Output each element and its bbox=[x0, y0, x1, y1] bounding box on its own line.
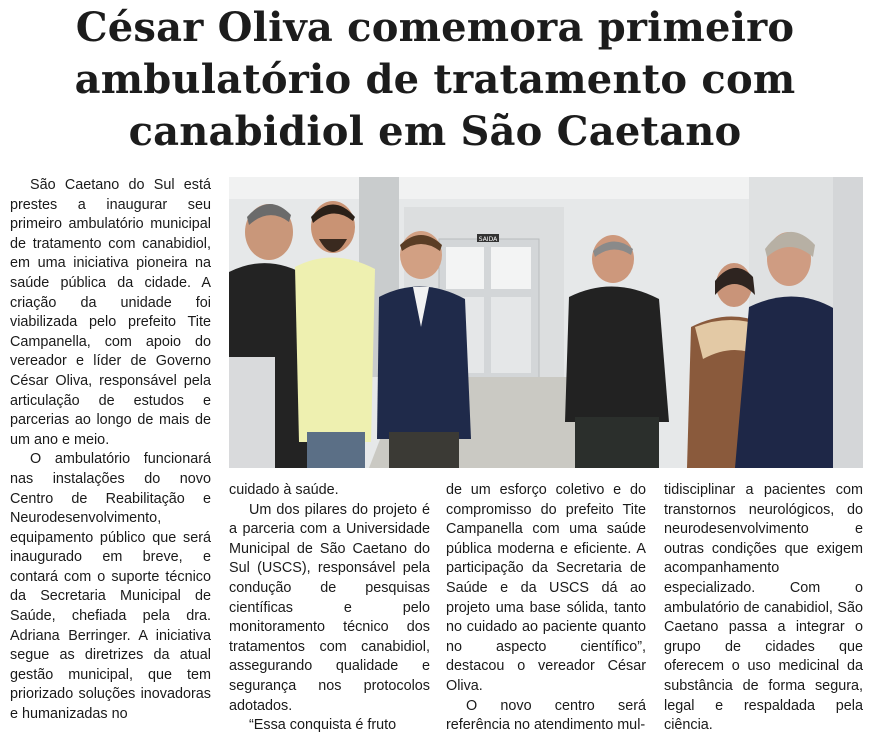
paragraph: de um esforço coletivo e do compromisso do prefeito Tite Campanella com uma saúde pública moderna e eficiente. A participação da Secretaria de Saúde e da USCS dá ao projeto uma base sólida, tanto no cuidado ao paciente quanto no aspecto científico”, destacou o vereador César Oliva. bbox=[446, 482, 646, 694]
paragraph: O novo centro será referência no atendimento mul- bbox=[446, 697, 646, 734]
exit-sign: SAIDA bbox=[478, 236, 498, 243]
article-column-4 bbox=[664, 481, 863, 736]
paragraph: cuidado à saúde. bbox=[229, 482, 339, 498]
photo-illustration bbox=[229, 177, 863, 468]
article-column-3 bbox=[446, 481, 646, 736]
headline bbox=[10, 2, 860, 158]
paragraph: O ambulatório funcionará nas instalações do novo Centro de Reabilitação e Neurodesenvolvimento, equipamento público que será inaugurado em breve, e contará com o suporte técnico da Secretaria Municipal de Saúde, chefiada pela dra. Adriana Berringer. A iniciativa segue as diretrizes da atual gestão municipal, que tem priorizado soluções inovadoras e humanizadas no bbox=[10, 451, 211, 723]
headline-line-3: canabidiol em São Caetano bbox=[128, 108, 742, 155]
paragraph: Um dos pilares do projeto é a parceria com a Universidade Municipal de São Caetano do Sul (USCS), responsável pela condução de pesquisas científicas e pelo monitoramento técnico dos tratamentos com canabidiol, assegurando qualidade e segurança nos protocolos adotados. bbox=[229, 501, 430, 714]
headline-line-1: César Oliva comemora primeiro bbox=[75, 4, 795, 51]
paragraph: tidisciplinar a pacientes com transtornos neurológicos, do neurodesenvolvimento e outras condições que exigem acompanhamento especializado. Com o ambulatório de canabidiol, São Caetano passa a integrar o grupo de cidades que oferecem o uso medicinal da substância de forma segura, legal e respaldada pela ciência. bbox=[664, 482, 863, 734]
paragraph: “Essa conquista é fruto bbox=[249, 717, 397, 734]
article-column-1 bbox=[10, 176, 211, 725]
paragraph: São Caetano do Sul está prestes a inaugurar seu primeiro ambulatório municipal de tratamento com canabidiol, em uma iniciativa pioneira na saúde pública da cidade. A criação da unidade foi viabilizada pelo prefeito Tite Campanella, com apoio do vereador e líder de Governo César Oliva, responsável pela articulação de estudos e parcerias ao longo de mais de um ano e meio. bbox=[10, 177, 211, 448]
news-photo bbox=[229, 177, 863, 468]
headline-line-2: ambulatório de tratamento com bbox=[74, 56, 796, 103]
article-column-2 bbox=[229, 481, 430, 736]
